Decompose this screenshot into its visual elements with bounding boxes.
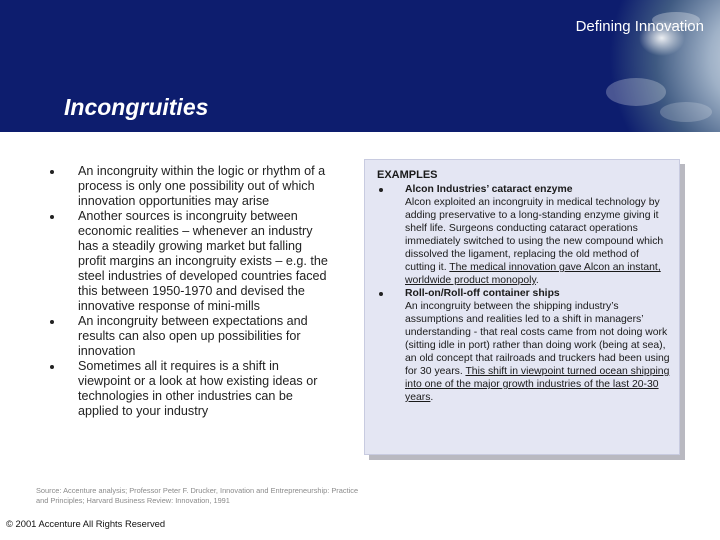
list-item (30, 164, 330, 209)
example-body: An incongruity between the shipping industry’s assumptions and realities led to a shift in managers’ understanding - that real costs came from not doing work (sitting idle in port) rather than doing work (being at sea), an old concept that railroads and truckers had been using for 30 years. (405, 301, 670, 377)
example-title: Alcon Industries’ cataract enzyme (405, 184, 573, 195)
example-item (377, 183, 671, 287)
list-item (30, 359, 330, 419)
example-title: Roll-on/Roll-off container ships (405, 288, 560, 299)
example-tail: . (430, 392, 434, 403)
example-emphasis: This shift in viewpoint turned ocean shipping into one of the major growth industries of the last 20-30 years (405, 366, 670, 403)
copyright-notice: © 2001 Accenture All Rights Reserved (6, 518, 166, 529)
bullet-icon (50, 365, 54, 369)
bullet-text: An incongruity between expectations and results can also open up possibilities for innovation (78, 314, 308, 358)
bullet-icon (379, 292, 383, 296)
bullet-icon (50, 215, 54, 219)
main-bullet-list (30, 164, 330, 419)
bullet-icon (50, 170, 54, 174)
bullet-text: Another sources is incongruity between economic realities – whenever an industry has a steadily growing market but falling profit margins an incongruity exists – e.g. the steel industries of developed countries faced this between 1950-1970 and devised the innovative response of mini-mills (78, 209, 328, 313)
bullet-icon (379, 188, 383, 192)
examples-box (364, 159, 680, 455)
examples-heading: EXAMPLES (377, 169, 438, 181)
example-tail: . (535, 275, 539, 286)
example-item (377, 287, 671, 404)
header-banner (0, 0, 720, 132)
page-title: Incongruities (64, 94, 209, 120)
list-item (30, 314, 330, 359)
section-label: Defining Innovation (575, 18, 704, 35)
list-item (30, 209, 330, 314)
bullet-text: Sometimes all it requires is a shift in viewpoint or a look at how existing ideas or technologies in other industries can be applied to your industry (78, 359, 318, 418)
bullet-icon (50, 320, 54, 324)
example-emphasis: The medical innovation gave Alcon an instant, worldwide product monopoly (405, 262, 661, 286)
example-body: Alcon exploited an incongruity in medical technology by adding preservative to a long-standing enzyme giving it shelf life. Surgeons conducting cataract operations immediately switched to using the new compound which dissolved the ligament, replacing the old method of cutting it. (405, 197, 664, 273)
source-citation: Source: Accenture analysis; Professor Peter F. Drucker, Innovation and Entrepreneurship: Practice and Principles; Harvard Business Review: Innovation, 1991 (36, 486, 359, 505)
bullet-text: An incongruity within the logic or rhythm of a process is only one possibility out of which innovation opportunities may arise (78, 164, 326, 208)
